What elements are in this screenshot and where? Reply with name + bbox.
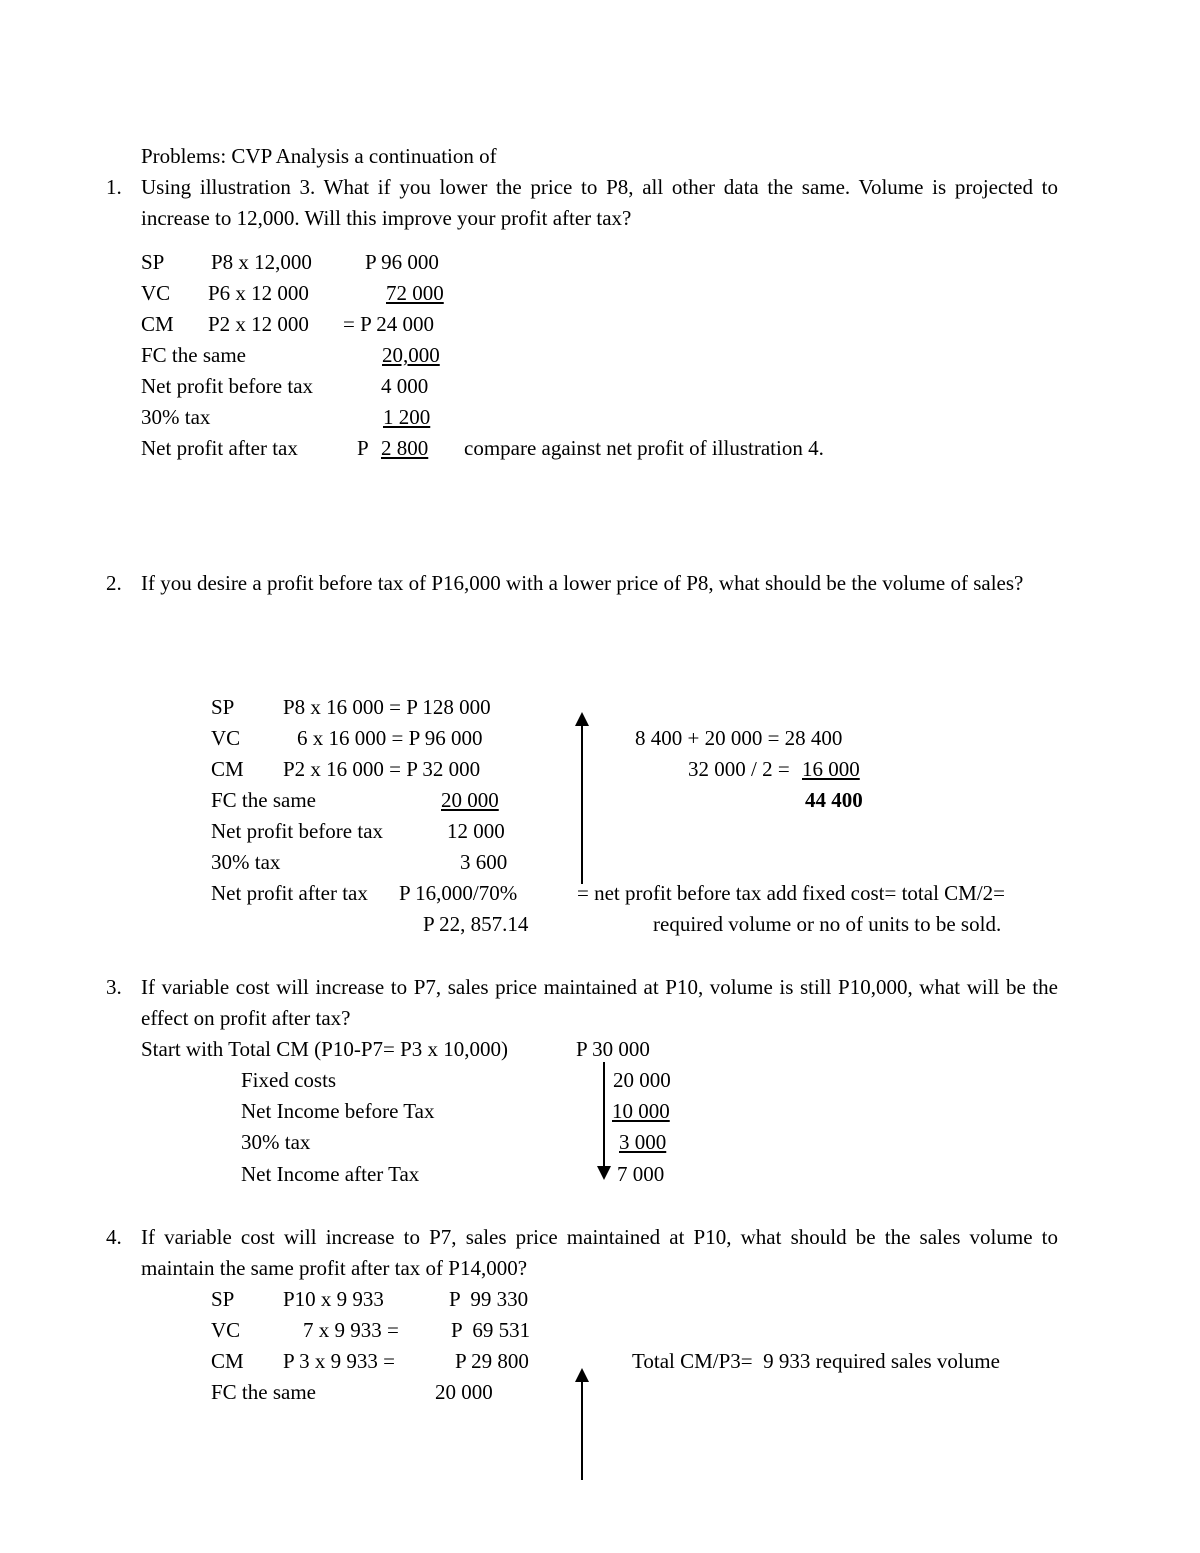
p1-npat-prefix: P [357,436,369,460]
p3-tax-amount: 3 000 [619,1130,667,1154]
problem-3-number: 3. [106,975,122,999]
p3-start-amount: P 30 000 [576,1037,650,1061]
problem-3-question: If variable cost will increase to P7, sales price maintained at P10, volume is still P10,000, what will be the effect on profit after tax? [141,975,1058,1030]
p1-sp-calc: P8 x 12,000 [211,250,312,274]
p2-cm-calc: P2 x 16 000 = P 32 000 [283,757,481,781]
page-heading: Problems: CVP Analysis a continuation of [141,144,497,168]
p3-tax-label: 30% tax [241,1130,311,1154]
p1-cm-calc: P2 x 12 000 [208,312,309,336]
p4-sp-amount: P 99 330 [449,1287,529,1311]
p2-side-line2-value: 16 000 [802,757,860,781]
p4-cm-label: CM [211,1349,244,1373]
up-arrow-icon [572,1368,592,1480]
p2-tax-amount: 3 600 [460,850,508,874]
p2-vc-label: VC [211,726,241,750]
p1-vc-label: VC [141,281,171,305]
p2-npbt-label: Net profit before tax [211,819,384,843]
p4-note: Total CM/P3= 9 933 required sales volume [632,1349,1000,1373]
p2-side-total: 44 400 [805,788,863,812]
p2-sp-calc: P8 x 16 000 = P 128 000 [283,695,491,719]
p1-tax-amount: 1 200 [383,405,431,429]
problem-4-question: If variable cost will increase to P7, sales price maintained at P10, what should be the sales volume to maintain the same profit after tax of P14,000? [141,1225,1058,1280]
down-arrow-icon [594,1062,614,1180]
p2-fc-label: FC the same [211,788,316,812]
p3-fc-label: Fixed costs [241,1068,337,1092]
p1-sp-amount: P 96 000 [365,250,439,274]
p1-vc-amount: 72 000 [386,281,444,305]
p1-tax-label: 30% tax [141,405,211,429]
p2-npat-label: Net profit after tax [211,881,368,905]
p3-niat-amount: 7 000 [617,1162,665,1186]
p1-vc-calc: P6 x 12 000 [208,281,309,305]
p4-fc-label: FC the same [211,1380,316,1404]
p2-vc-calc: 6 x 16 000 = P 96 000 [297,726,483,750]
up-arrow-icon [572,712,592,884]
p4-vc-label: VC [211,1318,241,1342]
p4-cm-amount: P 29 800 [455,1349,529,1373]
p2-side-note1: = net profit before tax add fixed cost= total CM/2= [577,881,1006,905]
p1-cm-label: CM [141,312,174,336]
p1-fc-label: FC the same [141,343,246,367]
problem-1-number: 1. [106,175,122,199]
p4-vc-amount: P 69 531 [451,1318,531,1342]
p1-npbt-amount: 4 000 [381,374,429,398]
p2-fc-amount: 20 000 [441,788,499,812]
p2-npat-result: P 22, 857.14 [423,912,529,936]
p3-start-text: Start with Total CM (P10-P7= P3 x 10,000) [141,1037,509,1061]
p1-npat-note: compare against net profit of illustration 4. [464,436,824,460]
p2-side-line1: 8 400 + 20 000 = 28 400 [635,726,843,750]
p2-side-note2: required volume or no of units to be sold. [653,912,1002,936]
p4-fc-amount: 20 000 [435,1380,493,1404]
p2-sp-label: SP [211,695,235,719]
problem-2-number: 2. [106,571,122,595]
p4-sp-calc: P10 x 9 933 [283,1287,384,1311]
p3-fc-amount: 20 000 [613,1068,671,1092]
p3-nibt-label: Net Income before Tax [241,1099,435,1123]
p2-side-line2-prefix: 32 000 / 2 = [688,757,790,781]
p4-vc-calc: 7 x 9 933 = [303,1318,399,1342]
p2-tax-label: 30% tax [211,850,281,874]
problem-1-question: Using illustration 3. What if you lower the price to P8, all other data the same. Volume is projected to increase to 12,000. Will this improve your profit after tax? [141,175,1058,230]
p1-fc-amount: 20,000 [382,343,440,367]
p1-npbt-label: Net profit before tax [141,374,314,398]
p2-npat-calc: P 16,000/70% [399,881,518,905]
p4-sp-label: SP [211,1287,235,1311]
problem-2-question: If you desire a profit before tax of P16,000 with a lower price of P8, what should be the volume of sales? [141,571,1024,595]
p4-cm-calc: P 3 x 9 933 = [283,1349,395,1373]
p1-npat-amount: 2 800 [381,436,429,460]
p1-sp-label: SP [141,250,165,274]
p1-cm-amount: = P 24 000 [343,312,434,336]
p3-niat-label: Net Income after Tax [241,1162,420,1186]
p2-cm-label: CM [211,757,244,781]
p2-npbt-amount: 12 000 [447,819,505,843]
p3-nibt-amount: 10 000 [612,1099,670,1123]
problem-4-number: 4. [106,1225,122,1249]
p1-npat-label: Net profit after tax [141,436,298,460]
